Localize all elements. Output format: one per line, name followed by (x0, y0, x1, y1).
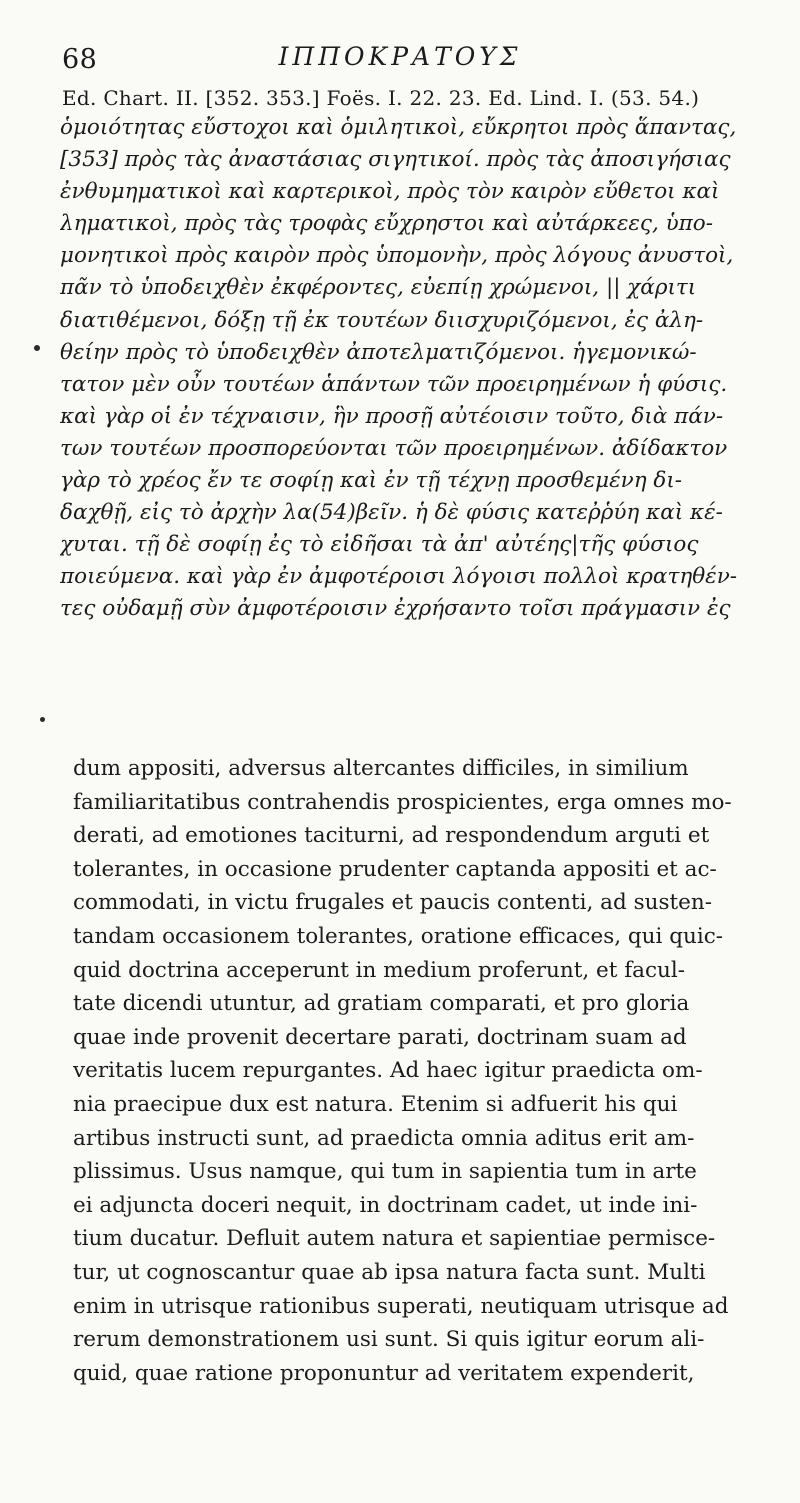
ink-speck (40, 717, 45, 722)
latin-text-block (73, 752, 800, 1390)
greek-line: τατον μὲν οὖν τουτέων ἁπάντων τῶν προειρημένων ἡ φύσις. (60, 371, 728, 397)
latin-line: plissimus. Usus namque, qui tum in sapientia tum in arte (73, 1159, 697, 1185)
latin-line: tandam occasionem tolerantes, oratione efficaces, qui quic- (73, 923, 724, 949)
greek-line: ποιεύμενα. καὶ γὰρ ἐν ἀμφοτέροισι λόγοισι πολλοὶ κρατηθέν- (60, 564, 738, 590)
greek-line: πᾶν τὸ ὑποδειχθὲν ἐκφέροντες, εὐεπίῃ χρώμενοι, || χάριτι (60, 275, 697, 301)
greek-line: χυται. τῇ δὲ σοφίῃ ἐς τὸ εἰδῆσαι τὰ ἀπ' αὐτέης|τῆς φύσιος (60, 532, 699, 558)
greek-text-block (60, 112, 800, 626)
latin-line: commodati, in victu frugales et paucis contenti, ad susten- (73, 890, 712, 916)
latin-line: veritatis lucem repurgantes. Ad haec igitur praedicta om- (73, 1058, 703, 1084)
greek-line: γὰρ τὸ χρέος ἔν τε σοφίῃ καὶ ἐν τῇ τέχνῃ προσθεμένη δι- (60, 468, 683, 494)
greek-line: ἐνθυμηματικοὶ καὶ καρτερικοὶ, πρὸς τὸν καιρὸν εὔθετοι καὶ (60, 179, 720, 205)
latin-line: ei adjuncta doceri nequit, in doctrinam cadet, ut inde ini- (73, 1192, 698, 1218)
latin-line: tium ducatur. Defluit autem natura et sapientiae permisce- (73, 1226, 716, 1252)
latin-line: familiaritatibus contrahendis prospicientes, erga omnes mo- (73, 789, 732, 815)
greek-line: ληματικοὶ, πρὸς τὰς τροφὰς εὔχρηστοι καὶ αὐτάρκεες, ὑπο- (60, 211, 714, 237)
latin-line: tur, ut cognoscantur quae ab ipsa natura facta sunt. Multi (73, 1259, 706, 1285)
latin-line: quae inde provenit decertare parati, doctrinam suam ad (73, 1024, 687, 1050)
greek-line: θείην πρὸς τὸ ὑποδειχθὲν ἀποτελματιζόμενοι. ἡγεμονικώ- (60, 339, 697, 365)
edition-references: Ed. Chart. II. [352. 353.] Foës. I. 22. 23. Ed. Lind. I. (53. 54.) (62, 86, 700, 110)
greek-line: καὶ γὰρ οἱ ἐν τέχναισιν, ἣν προσῇ αὐτέοισιν τοῦτο, διὰ πάν- (60, 403, 724, 429)
greek-line: διατιθέμενοι, δόξῃ τῇ ἐκ τουτέων διισχυριζόμενοι, ἐς ἀλη- (60, 307, 704, 333)
latin-line: dum appositi, adversus altercantes difficiles, in similium (73, 756, 689, 781)
latin-line: quid doctrina acceperunt in medium proferunt, et facul- (73, 957, 686, 983)
greek-line: δαχθῇ, εἰς τὸ ἀρχὴν λα(54)βεῖν. ἡ δὲ φύσις κατεῤῥύη καὶ κέ- (60, 500, 723, 526)
latin-line: rerum demonstrationem usi sunt. Si quis igitur eorum ali- (73, 1327, 705, 1353)
page-number: 68 (62, 44, 98, 75)
latin-line: derati, ad emotiones taciturni, ad respondendum arguti et (73, 823, 710, 849)
latin-line: tolerantes, in occasione prudenter captanda appositi et ac- (73, 856, 717, 882)
greek-line: ὁμοιότητας εὔστοχοι καὶ ὁμιλητικοὶ, εὔκρητοι πρὸς ἅπαντας, (60, 115, 737, 140)
greek-line: [353] πρὸς τὰς ἀναστάσιας σιγητικοί. πρὸς τὰς ἀποσιγήσιας (60, 147, 731, 173)
latin-line: nia praecipue dux est natura. Etenim si adfuerit his qui (73, 1091, 678, 1117)
latin-line: enim in utrisque rationibus superati, neutiquam utrisque ad (73, 1293, 729, 1319)
greek-line: των τουτέων προσπορεύονται τῶν προειρημένων. ἀδίδακτον (60, 435, 728, 461)
latin-line: tate dicendi utuntur, ad gratiam comparati, et pro gloria (73, 991, 690, 1017)
greek-line: μονητικοὶ πρὸς καιρὸν πρὸς ὑπομονὴν, πρὸς λόγους ἀνυστοὶ, (60, 243, 734, 269)
running-title: ΙΠΠΟΚΡΑΤΟΥΣ (278, 42, 522, 71)
greek-line: τες οὐδαμῇ σὺν ἀμφοτέροισιν ἐχρήσαντο τοῖσι πράγμασιν ἐς (60, 596, 731, 622)
latin-line: quid, quae ratione proponuntur ad veritatem expenderit, (73, 1360, 695, 1386)
latin-line: artibus instructi sunt, ad praedicta omnia aditus erit am- (73, 1125, 695, 1151)
ink-speck (34, 345, 40, 351)
